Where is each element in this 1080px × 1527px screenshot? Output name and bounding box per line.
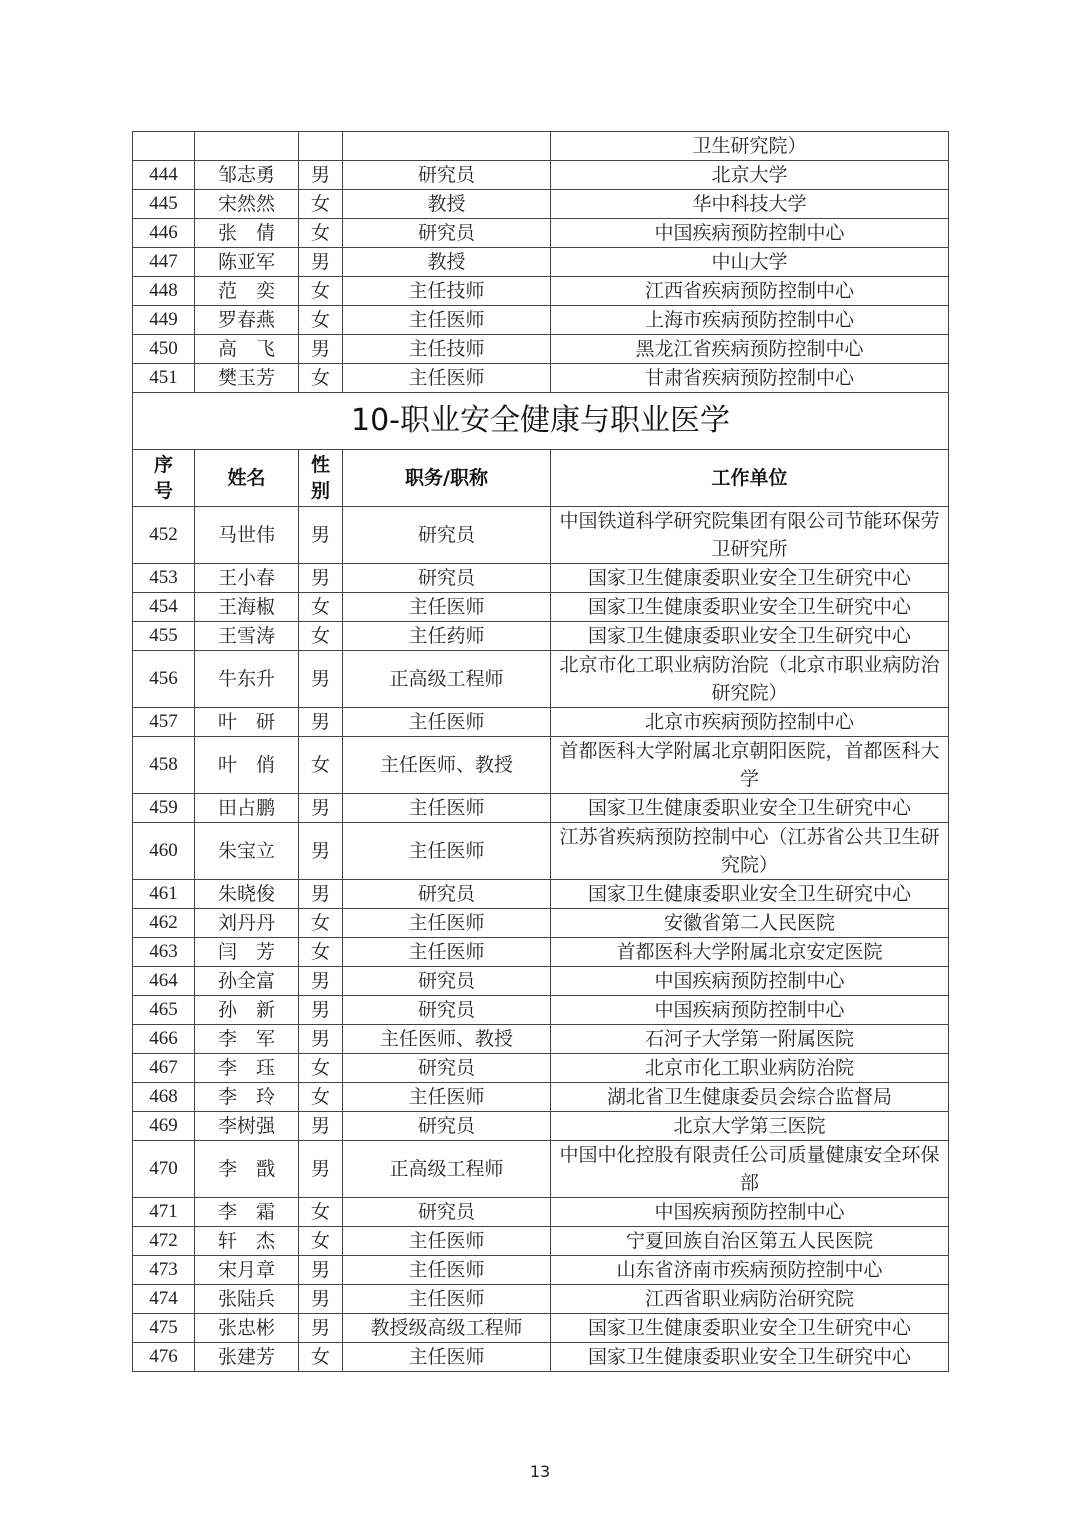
cell-name: 朱宝立 bbox=[195, 823, 299, 880]
roster-table bbox=[132, 131, 949, 1372]
cell-name: 李 霜 bbox=[195, 1198, 299, 1227]
table-row bbox=[133, 1054, 949, 1083]
cell-no: 453 bbox=[133, 564, 195, 593]
cell-name: 罗春燕 bbox=[195, 306, 299, 335]
cell-title: 主任医师 bbox=[343, 794, 551, 823]
cell-gender: 女 bbox=[299, 1227, 343, 1256]
cell-name: 叶 俏 bbox=[195, 737, 299, 794]
cell-name: 宋然然 bbox=[195, 190, 299, 219]
cell-no: 461 bbox=[133, 880, 195, 909]
section-title: 10-职业安全健康与职业医学 bbox=[133, 393, 949, 450]
table-row bbox=[133, 737, 949, 794]
header-no bbox=[133, 450, 195, 507]
cell-gender: 男 bbox=[299, 967, 343, 996]
table-row bbox=[133, 1025, 949, 1054]
cell-name: 樊玉芳 bbox=[195, 364, 299, 393]
cell-unit: 山东省济南市疾病预防控制中心 bbox=[551, 1256, 949, 1285]
cell-title: 教授级高级工程师 bbox=[343, 1314, 551, 1343]
cell-gender: 女 bbox=[299, 593, 343, 622]
table-row bbox=[133, 1198, 949, 1227]
cell-gender: 男 bbox=[299, 1314, 343, 1343]
cell-no: 463 bbox=[133, 938, 195, 967]
cell-unit: 国家卫生健康委职业安全卫生研究中心 bbox=[551, 622, 949, 651]
cell-gender: 男 bbox=[299, 1112, 343, 1141]
cell-no: 444 bbox=[133, 161, 195, 190]
cell-unit: 国家卫生健康委职业安全卫生研究中心 bbox=[551, 593, 949, 622]
cell-gender: 男 bbox=[299, 248, 343, 277]
cell-unit: 江苏省疾病预防控制中心（江苏省公共卫生研究院） bbox=[551, 823, 949, 880]
cell-title: 主任医师 bbox=[343, 1083, 551, 1112]
cell-gender: 女 bbox=[299, 1198, 343, 1227]
cell-name: 陈亚军 bbox=[195, 248, 299, 277]
cell-unit: 江西省疾病预防控制中心 bbox=[551, 277, 949, 306]
cell-unit: 安徽省第二人民医院 bbox=[551, 909, 949, 938]
cell-name: 轩 杰 bbox=[195, 1227, 299, 1256]
table-row bbox=[133, 161, 949, 190]
table-row bbox=[133, 306, 949, 335]
cell-name: 王海椒 bbox=[195, 593, 299, 622]
cell-unit: 国家卫生健康委职业安全卫生研究中心 bbox=[551, 1314, 949, 1343]
cell-name: 闫 芳 bbox=[195, 938, 299, 967]
cell-no: 474 bbox=[133, 1285, 195, 1314]
table-section-heading bbox=[133, 393, 949, 507]
cell-no: 457 bbox=[133, 708, 195, 737]
cell-name: 孙全富 bbox=[195, 967, 299, 996]
cell-title: 主任医师 bbox=[343, 593, 551, 622]
cell-gender: 女 bbox=[299, 909, 343, 938]
cell-unit: 国家卫生健康委职业安全卫生研究中心 bbox=[551, 880, 949, 909]
cell-gender: 女 bbox=[299, 1083, 343, 1112]
cell-no: 450 bbox=[133, 335, 195, 364]
cell-unit: 卫生研究院） bbox=[551, 132, 949, 161]
cell-gender bbox=[299, 132, 343, 161]
table-row bbox=[133, 823, 949, 880]
cell-unit: 北京大学 bbox=[551, 161, 949, 190]
cell-gender: 男 bbox=[299, 161, 343, 190]
table-row bbox=[133, 996, 949, 1025]
cell-unit: 江西省职业病防治研究院 bbox=[551, 1285, 949, 1314]
table-body-previous-section bbox=[133, 132, 949, 393]
cell-name: 王小春 bbox=[195, 564, 299, 593]
cell-unit: 湖北省卫生健康委员会综合监督局 bbox=[551, 1083, 949, 1112]
table-row bbox=[133, 593, 949, 622]
cell-gender: 男 bbox=[299, 335, 343, 364]
cell-gender: 女 bbox=[299, 938, 343, 967]
header-unit: 工作单位 bbox=[551, 450, 949, 507]
cell-name: 李 军 bbox=[195, 1025, 299, 1054]
table-row bbox=[133, 219, 949, 248]
cell-no: 451 bbox=[133, 364, 195, 393]
cell-gender: 女 bbox=[299, 1343, 343, 1372]
table-row bbox=[133, 1256, 949, 1285]
cell-title: 教授 bbox=[343, 190, 551, 219]
cell-name: 宋月章 bbox=[195, 1256, 299, 1285]
cell-name: 李树强 bbox=[195, 1112, 299, 1141]
cell-title: 主任医师 bbox=[343, 1227, 551, 1256]
cell-unit: 国家卫生健康委职业安全卫生研究中心 bbox=[551, 564, 949, 593]
cell-unit: 北京市化工职业病防治院（北京市职业病防治研究院） bbox=[551, 651, 949, 708]
cell-unit: 中国疾病预防控制中心 bbox=[551, 1198, 949, 1227]
cell-no: 464 bbox=[133, 967, 195, 996]
cell-gender: 女 bbox=[299, 306, 343, 335]
cell-gender: 女 bbox=[299, 622, 343, 651]
table-row bbox=[133, 335, 949, 364]
cell-unit: 中国铁道科学研究院集团有限公司节能环保劳卫研究所 bbox=[551, 507, 949, 564]
cell-no: 473 bbox=[133, 1256, 195, 1285]
cell-title: 主任医师 bbox=[343, 1256, 551, 1285]
cell-no: 459 bbox=[133, 794, 195, 823]
cell-name: 高 飞 bbox=[195, 335, 299, 364]
cell-name: 李 玲 bbox=[195, 1083, 299, 1112]
cell-title: 研究员 bbox=[343, 1054, 551, 1083]
cell-no: 465 bbox=[133, 996, 195, 1025]
cell-title: 正高级工程师 bbox=[343, 651, 551, 708]
cell-no: 471 bbox=[133, 1198, 195, 1227]
table-body-section-10 bbox=[133, 507, 949, 1372]
cell-name: 田占鹏 bbox=[195, 794, 299, 823]
header-gender-label: 性别 bbox=[311, 454, 331, 502]
cell-unit: 华中科技大学 bbox=[551, 190, 949, 219]
cell-gender: 女 bbox=[299, 219, 343, 248]
table-row bbox=[133, 967, 949, 996]
cell-gender: 男 bbox=[299, 564, 343, 593]
cell-no: 449 bbox=[133, 306, 195, 335]
table-row bbox=[133, 794, 949, 823]
cell-unit: 北京市化工职业病防治院 bbox=[551, 1054, 949, 1083]
cell-no: 447 bbox=[133, 248, 195, 277]
cell-title: 研究员 bbox=[343, 219, 551, 248]
cell-title: 主任医师 bbox=[343, 938, 551, 967]
table-row bbox=[133, 1083, 949, 1112]
cell-title bbox=[343, 132, 551, 161]
cell-title: 研究员 bbox=[343, 564, 551, 593]
cell-unit: 中山大学 bbox=[551, 248, 949, 277]
table-row bbox=[133, 909, 949, 938]
cell-no: 467 bbox=[133, 1054, 195, 1083]
cell-no: 452 bbox=[133, 507, 195, 564]
cell-gender: 男 bbox=[299, 708, 343, 737]
cell-name: 王雪涛 bbox=[195, 622, 299, 651]
table-row bbox=[133, 622, 949, 651]
cell-gender: 女 bbox=[299, 737, 343, 794]
header-no-label: 序号 bbox=[154, 454, 174, 502]
cell-gender: 男 bbox=[299, 880, 343, 909]
cell-gender: 女 bbox=[299, 190, 343, 219]
cell-unit: 北京大学第三医院 bbox=[551, 1112, 949, 1141]
cell-name: 张建芳 bbox=[195, 1343, 299, 1372]
cell-no bbox=[133, 132, 195, 161]
cell-no: 470 bbox=[133, 1141, 195, 1198]
cell-no: 460 bbox=[133, 823, 195, 880]
table-row bbox=[133, 1285, 949, 1314]
table-row bbox=[133, 1343, 949, 1372]
cell-name: 李 戬 bbox=[195, 1141, 299, 1198]
cell-no: 454 bbox=[133, 593, 195, 622]
cell-unit: 北京市疾病预防控制中心 bbox=[551, 708, 949, 737]
cell-title: 主任医师 bbox=[343, 306, 551, 335]
table-row bbox=[133, 190, 949, 219]
cell-gender: 女 bbox=[299, 1054, 343, 1083]
section-title-row bbox=[133, 393, 949, 450]
column-header-row bbox=[133, 450, 949, 507]
cell-name: 范 奕 bbox=[195, 277, 299, 306]
cell-gender: 男 bbox=[299, 1256, 343, 1285]
cell-unit: 中国疾病预防控制中心 bbox=[551, 967, 949, 996]
cell-no: 445 bbox=[133, 190, 195, 219]
cell-name: 朱晓俊 bbox=[195, 880, 299, 909]
cell-no: 455 bbox=[133, 622, 195, 651]
cell-name: 刘丹丹 bbox=[195, 909, 299, 938]
cell-gender: 男 bbox=[299, 507, 343, 564]
table-row bbox=[133, 277, 949, 306]
table-row bbox=[133, 564, 949, 593]
cell-title: 主任技师 bbox=[343, 277, 551, 306]
table-row bbox=[133, 364, 949, 393]
cell-name: 李 珏 bbox=[195, 1054, 299, 1083]
cell-name bbox=[195, 132, 299, 161]
cell-title: 研究员 bbox=[343, 967, 551, 996]
cell-no: 448 bbox=[133, 277, 195, 306]
cell-gender: 男 bbox=[299, 1285, 343, 1314]
cell-unit: 甘肃省疾病预防控制中心 bbox=[551, 364, 949, 393]
cell-gender: 男 bbox=[299, 823, 343, 880]
cell-unit: 首都医科大学附属北京朝阳医院，首都医科大学 bbox=[551, 737, 949, 794]
cell-title: 主任医师 bbox=[343, 1343, 551, 1372]
table-row bbox=[133, 880, 949, 909]
cell-gender: 女 bbox=[299, 364, 343, 393]
cell-title: 研究员 bbox=[343, 880, 551, 909]
cell-title: 主任医师 bbox=[343, 823, 551, 880]
cell-title: 研究员 bbox=[343, 161, 551, 190]
cell-no: 466 bbox=[133, 1025, 195, 1054]
cell-title: 主任医师 bbox=[343, 708, 551, 737]
cell-name: 张陆兵 bbox=[195, 1285, 299, 1314]
table-row bbox=[133, 1141, 949, 1198]
cell-unit: 中国疾病预防控制中心 bbox=[551, 996, 949, 1025]
cell-gender: 女 bbox=[299, 277, 343, 306]
cell-title: 主任药师 bbox=[343, 622, 551, 651]
cell-title: 研究员 bbox=[343, 996, 551, 1025]
cell-title: 主任医师 bbox=[343, 364, 551, 393]
cell-title: 教授 bbox=[343, 248, 551, 277]
table-row bbox=[133, 651, 949, 708]
cell-title: 研究员 bbox=[343, 1112, 551, 1141]
table-row bbox=[133, 1314, 949, 1343]
cell-name: 孙 新 bbox=[195, 996, 299, 1025]
page-number: 13 bbox=[529, 1462, 551, 1481]
cell-no: 475 bbox=[133, 1314, 195, 1343]
cell-title: 研究员 bbox=[343, 507, 551, 564]
table-row bbox=[133, 507, 949, 564]
table-row bbox=[133, 248, 949, 277]
cell-title: 主任医师 bbox=[343, 909, 551, 938]
cell-unit: 国家卫生健康委职业安全卫生研究中心 bbox=[551, 794, 949, 823]
cell-no: 458 bbox=[133, 737, 195, 794]
cell-unit: 上海市疾病预防控制中心 bbox=[551, 306, 949, 335]
cell-title: 主任医师、教授 bbox=[343, 737, 551, 794]
cell-gender: 男 bbox=[299, 794, 343, 823]
cell-name: 邹志勇 bbox=[195, 161, 299, 190]
cell-unit: 中国中化控股有限责任公司质量健康安全环保部 bbox=[551, 1141, 949, 1198]
cell-title: 主任医师 bbox=[343, 1285, 551, 1314]
cell-unit: 中国疾病预防控制中心 bbox=[551, 219, 949, 248]
cell-unit: 石河子大学第一附属医院 bbox=[551, 1025, 949, 1054]
cell-no: 462 bbox=[133, 909, 195, 938]
cell-unit: 首都医科大学附属北京安定医院 bbox=[551, 938, 949, 967]
cell-name: 牛东升 bbox=[195, 651, 299, 708]
cell-name: 张忠彬 bbox=[195, 1314, 299, 1343]
header-name: 姓名 bbox=[195, 450, 299, 507]
cell-title: 研究员 bbox=[343, 1198, 551, 1227]
cell-unit: 国家卫生健康委职业安全卫生研究中心 bbox=[551, 1343, 949, 1372]
cell-name: 马世伟 bbox=[195, 507, 299, 564]
cell-no: 469 bbox=[133, 1112, 195, 1141]
cell-gender: 男 bbox=[299, 1141, 343, 1198]
cell-gender: 男 bbox=[299, 1025, 343, 1054]
cell-title: 主任医师、教授 bbox=[343, 1025, 551, 1054]
cell-gender: 男 bbox=[299, 996, 343, 1025]
cell-gender: 男 bbox=[299, 651, 343, 708]
cell-no: 472 bbox=[133, 1227, 195, 1256]
cell-no: 468 bbox=[133, 1083, 195, 1112]
cell-unit: 宁夏回族自治区第五人民医院 bbox=[551, 1227, 949, 1256]
header-title: 职务/职称 bbox=[343, 450, 551, 507]
cell-name: 叶 研 bbox=[195, 708, 299, 737]
cell-title: 正高级工程师 bbox=[343, 1141, 551, 1198]
cell-name: 张 倩 bbox=[195, 219, 299, 248]
table-row bbox=[133, 1227, 949, 1256]
header-gender bbox=[299, 450, 343, 507]
table-row-continuation bbox=[133, 132, 949, 161]
cell-no: 456 bbox=[133, 651, 195, 708]
cell-title: 主任技师 bbox=[343, 335, 551, 364]
cell-no: 476 bbox=[133, 1343, 195, 1372]
cell-unit: 黑龙江省疾病预防控制中心 bbox=[551, 335, 949, 364]
table-row bbox=[133, 1112, 949, 1141]
cell-no: 446 bbox=[133, 219, 195, 248]
table-row bbox=[133, 708, 949, 737]
table-row bbox=[133, 938, 949, 967]
